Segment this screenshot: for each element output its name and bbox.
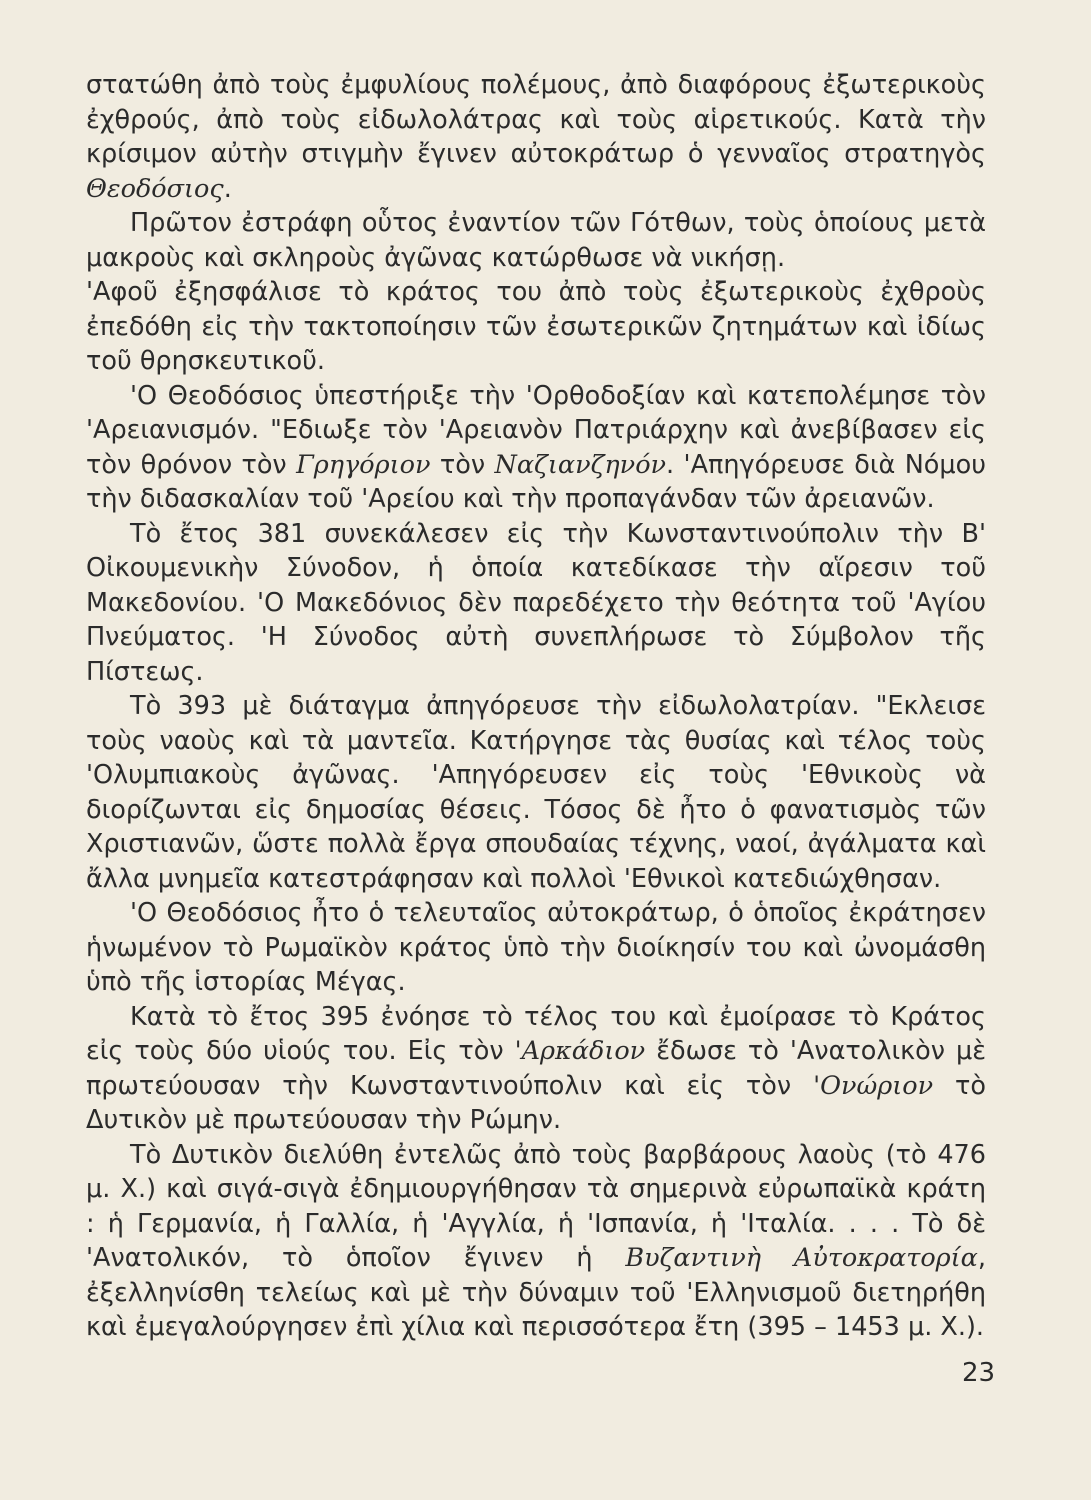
italic-byzantine-empire: Βυζαντινὴ Αὐτοκρατορία bbox=[625, 1243, 978, 1273]
text-run: . bbox=[223, 173, 232, 204]
paragraph-8 bbox=[86, 1000, 986, 1138]
text-run: Κατὰ τὸ ἔτος 395 ἐνόησε τὸ τέλος του καὶ ἐμοίρασε τὸ Κράτος εἰς τοὺς δύο υἱούς του. Εἰς τὸν bbox=[86, 1001, 986, 1066]
italic-name-onorios: 'Ονώριον bbox=[813, 1070, 934, 1101]
text-run: Τὸ 393 μὲ διάταγμα ἀπηγόρευσε τὴν εἰδωλολατρίαν. "Εκλεισε τοὺς ναοὺς καὶ τὰ μαντεῖα. Κατήργησε τὰς θυσίας καὶ τέλος τοὺς 'Ολυμπιακοὺς ἀγῶνας. 'Απηγόρευσεν εἰς τοὺς 'Εθνικοὺς νὰ διορίζωνται εἰς δημοσίας θέσεις. Τόσος δὲ ἦτο ὁ φανατισμὸς τῶν Χριστιανῶν, ὥστε πολλὰ ἔργα σπουδαίας τέχνης, ναοί, ἀγάλματα καὶ ἄλλα μνημεῖα κατεστράφησαν καὶ πολλοὶ 'Εθνικοὶ κατεδιώχθησαν. bbox=[86, 691, 986, 894]
paragraph-1 bbox=[86, 68, 986, 206]
paragraph-4 bbox=[86, 379, 986, 517]
italic-name-gregorios: Γρηγόριον bbox=[296, 449, 431, 480]
text-run: , ἐξελληνίσθη τελείως καὶ μὲ τὴν δύναμιν τοῦ 'Ελληνισμοῦ διετηρήθη καὶ ἐμεγαλούργησεν ἐπὶ χίλια καὶ περισσότερα ἔτη (395 – 1453 μ. Χ.). bbox=[86, 1243, 986, 1342]
paragraph-7 bbox=[86, 896, 986, 1000]
paragraph-5 bbox=[86, 517, 986, 690]
text-run: στατώθη ἀπὸ τοὺς ἐμφυλίους πολέμους, ἀπὸ διαφόρους ἐξωτερικοὺς ἐχθρούς, ἀπὸ τοὺς εἰδωλολάτρας καὶ τοὺς αἱρετικούς. Κατὰ τὴν κρίσιμον αὐτὴν στιγμὴν ἔγινεν αὐτοκράτωρ ὁ γενναῖος στρατηγὸς bbox=[86, 70, 986, 169]
text-run: τὸν bbox=[430, 449, 495, 480]
text-run: Τὸ ἔτος 381 συνεκάλεσεν εἰς τὴν Κωνσταντινούπολιν τὴν Β' Οἰκουμενικὴν Σύνοδον, ἡ ὁποία κατεδίκασε τὴν αἵρεσιν τοῦ Μακεδονίου. 'Ο Μακεδόνιος δὲν παρεδέχετο τὴν θεότητα τοῦ 'Αγίου Πνεύματος. 'Η Σύνοδος αὐτὴ συνεπλήρωσε τὸ Σύμβολον τῆς Πίστεως. bbox=[86, 518, 986, 687]
italic-name-arkadios: 'Αρκάδιον bbox=[514, 1036, 646, 1066]
page-number: 23 bbox=[962, 1358, 996, 1388]
text-run: 'Αφοῦ ἐξησφάλισε τὸ κράτος του ἀπὸ τοὺς ἐξωτερικοὺς ἐχθροὺς ἐπεδόθη εἰς τὴν τακτοποίησιν τῶν ἐσωτερικῶν ζητημάτων καὶ ἰδίως τοῦ θρησκευτικοῦ. bbox=[86, 277, 986, 376]
text-run: τὸ Δυτικὸν μὲ πρωτεύουσαν τὴν Ρώμην. bbox=[86, 1070, 986, 1135]
text-run: . 'Απηγόρευσε διὰ Νόμου τὴν διδασκαλίαν τοῦ 'Αρείου καὶ τὴν προπαγάνδαν τῶν ἀρειανῶν. bbox=[86, 449, 986, 514]
document-body bbox=[86, 68, 986, 1345]
italic-name-theodosios: Θεοδόσιος bbox=[86, 173, 224, 204]
text-run: 'Ο Θεοδόσιος ὑπεστήριξε τὴν 'Ορθοδοξίαν καὶ κατεπολέμησε τὸν 'Αρειανισμόν. "Εδιωξε τὸν 'Αρειανὸν Πατριάρχην καὶ ἀνεβίβασεν εἰς τὸν θρόνον τὸν bbox=[86, 380, 986, 480]
text-run: Πρῶτον ἐστράφη οὗτος ἐναντίον τῶν Γότθων, τοὺς ὁποίους μετὰ μακροὺς καὶ σκληροὺς ἀγῶνας κατώρθωσε νὰ νικήσῃ. bbox=[86, 208, 986, 273]
paragraph-6 bbox=[86, 689, 986, 896]
italic-name-nazianzenos: Ναζιανζηνόν bbox=[494, 449, 667, 480]
paragraph-9 bbox=[86, 1138, 986, 1345]
text-run: 'Ο Θεοδόσιος ἦτο ὁ τελευταῖος αὐτοκράτωρ, ὁ ὁποῖος ἐκράτησεν ἡνωμένον τὸ Ρωμαϊκὸν κράτος ὑπὸ τὴν διοίκησίν του καὶ ὠνομάσθη ὑπὸ τῆς ἱστορίας Μέγας. bbox=[86, 898, 986, 997]
paragraph-3 bbox=[86, 275, 986, 379]
paragraph-2 bbox=[86, 206, 986, 275]
text-run: Τὸ Δυτικὸν διελύθη ἐντελῶς ἀπὸ τοὺς βαρβάρους λαοὺς (τὸ 476 μ. Χ.) καὶ σιγά-σιγὰ ἐδημιουργήθησαν τὰ σημερινὰ εὐρωπαϊκὰ κράτη : ἡ Γερμανία, ἡ Γαλλία, ἡ 'Αγγλία, ἡ 'Ισπανία, ἡ 'Ιταλία. . . . Τὸ δὲ 'Ανατολικόν, τὸ ὁποῖον ἔγινεν ἡ bbox=[86, 1139, 986, 1273]
text-run: ἔδωσε τὸ 'Ανατολικὸν μὲ πρωτεύουσαν τὴν Κωνσταντινούπολιν καὶ εἰς τὸν bbox=[86, 1036, 986, 1101]
